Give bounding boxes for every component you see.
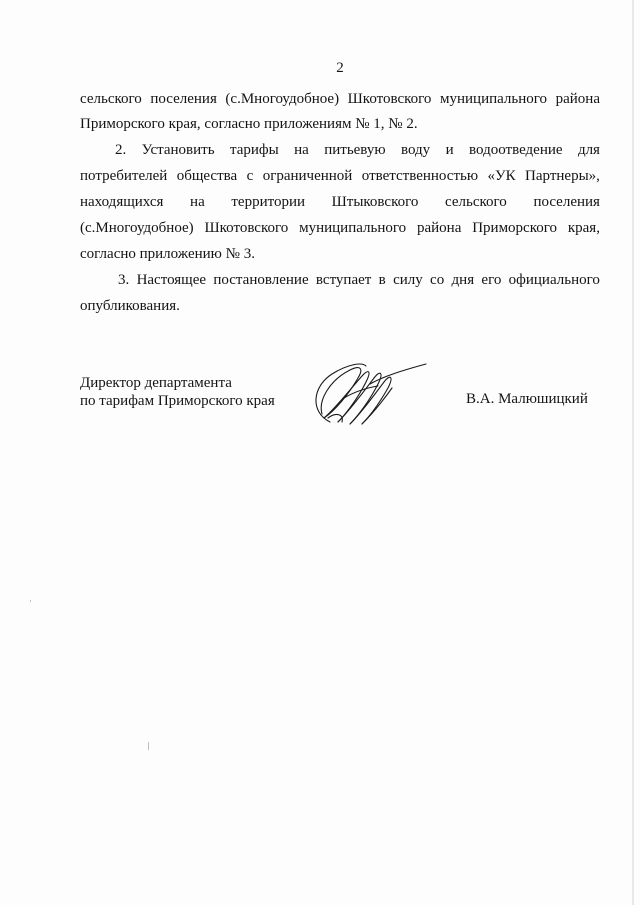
scan-edge	[632, 0, 634, 905]
word: (с.Многоудобное)	[80, 220, 194, 236]
word: территории	[231, 194, 306, 210]
word: дня	[451, 272, 475, 288]
paragraph-2-line-4	[80, 219, 600, 237]
scan-speck	[30, 600, 31, 602]
paragraph-2-line-1	[115, 141, 600, 159]
word: вступает	[315, 272, 372, 288]
word: постановление	[213, 272, 309, 288]
word: 3.	[118, 272, 130, 288]
page-number: 2	[336, 60, 344, 76]
word: поселения	[533, 194, 600, 210]
word: сельского	[445, 194, 507, 210]
word: Приморского	[472, 220, 558, 236]
paragraph-2-line-2	[80, 167, 600, 185]
word: на	[294, 142, 309, 158]
paragraph-3-line-2: опубликования.	[80, 298, 180, 314]
word: находящихся	[80, 194, 164, 210]
word: со	[430, 272, 445, 288]
word: питьевую	[324, 142, 386, 158]
word: ответственностью	[361, 168, 479, 184]
word: муниципального	[299, 220, 407, 236]
word: Настоящее	[136, 272, 207, 288]
word: Штыковского	[331, 194, 419, 210]
word: Шкотовского	[347, 91, 432, 107]
word: Партнеры»,	[525, 168, 600, 184]
word: с	[246, 168, 254, 184]
word: и	[445, 142, 454, 158]
word: ограниченной	[262, 168, 353, 184]
signatory-name: В.А. Малюшицкий	[466, 391, 588, 407]
word: района	[555, 91, 600, 107]
paragraph-2-line-5: согласно приложению № 3.	[80, 246, 255, 262]
word: воду	[401, 142, 431, 158]
word: на	[190, 194, 205, 210]
word: для	[577, 142, 600, 158]
paragraph-3-line-1	[118, 271, 600, 289]
word: общества	[176, 168, 238, 184]
paragraph-1-line-2: Приморского края, согласно приложениям № 1, № 2.	[80, 116, 418, 132]
word: Шкотовского	[204, 220, 289, 236]
word: тарифы	[229, 142, 279, 158]
word: сельского	[80, 91, 142, 107]
word: Установить	[141, 142, 215, 158]
paragraph-1-line-1	[80, 90, 600, 108]
word: «УК	[487, 168, 516, 184]
signatory-position-line-2: по тарифам Приморского края	[80, 393, 275, 409]
handwritten-signature	[300, 352, 430, 432]
word: (с.Многоудобное)	[225, 91, 340, 107]
word: водоотведение	[469, 142, 563, 158]
word: района	[417, 220, 462, 236]
word: его	[481, 272, 502, 288]
word: края,	[567, 220, 600, 236]
word: 2.	[115, 142, 127, 158]
paragraph-2-line-3	[80, 193, 600, 211]
word: потребителей	[80, 168, 168, 184]
word: в	[378, 272, 386, 288]
word: муниципального	[440, 91, 548, 107]
word: силу	[393, 272, 423, 288]
word: поселения	[150, 91, 217, 107]
word: официального	[508, 272, 600, 288]
scan-speck	[148, 742, 149, 750]
signatory-position-line-1: Директор департамента	[80, 375, 232, 391]
